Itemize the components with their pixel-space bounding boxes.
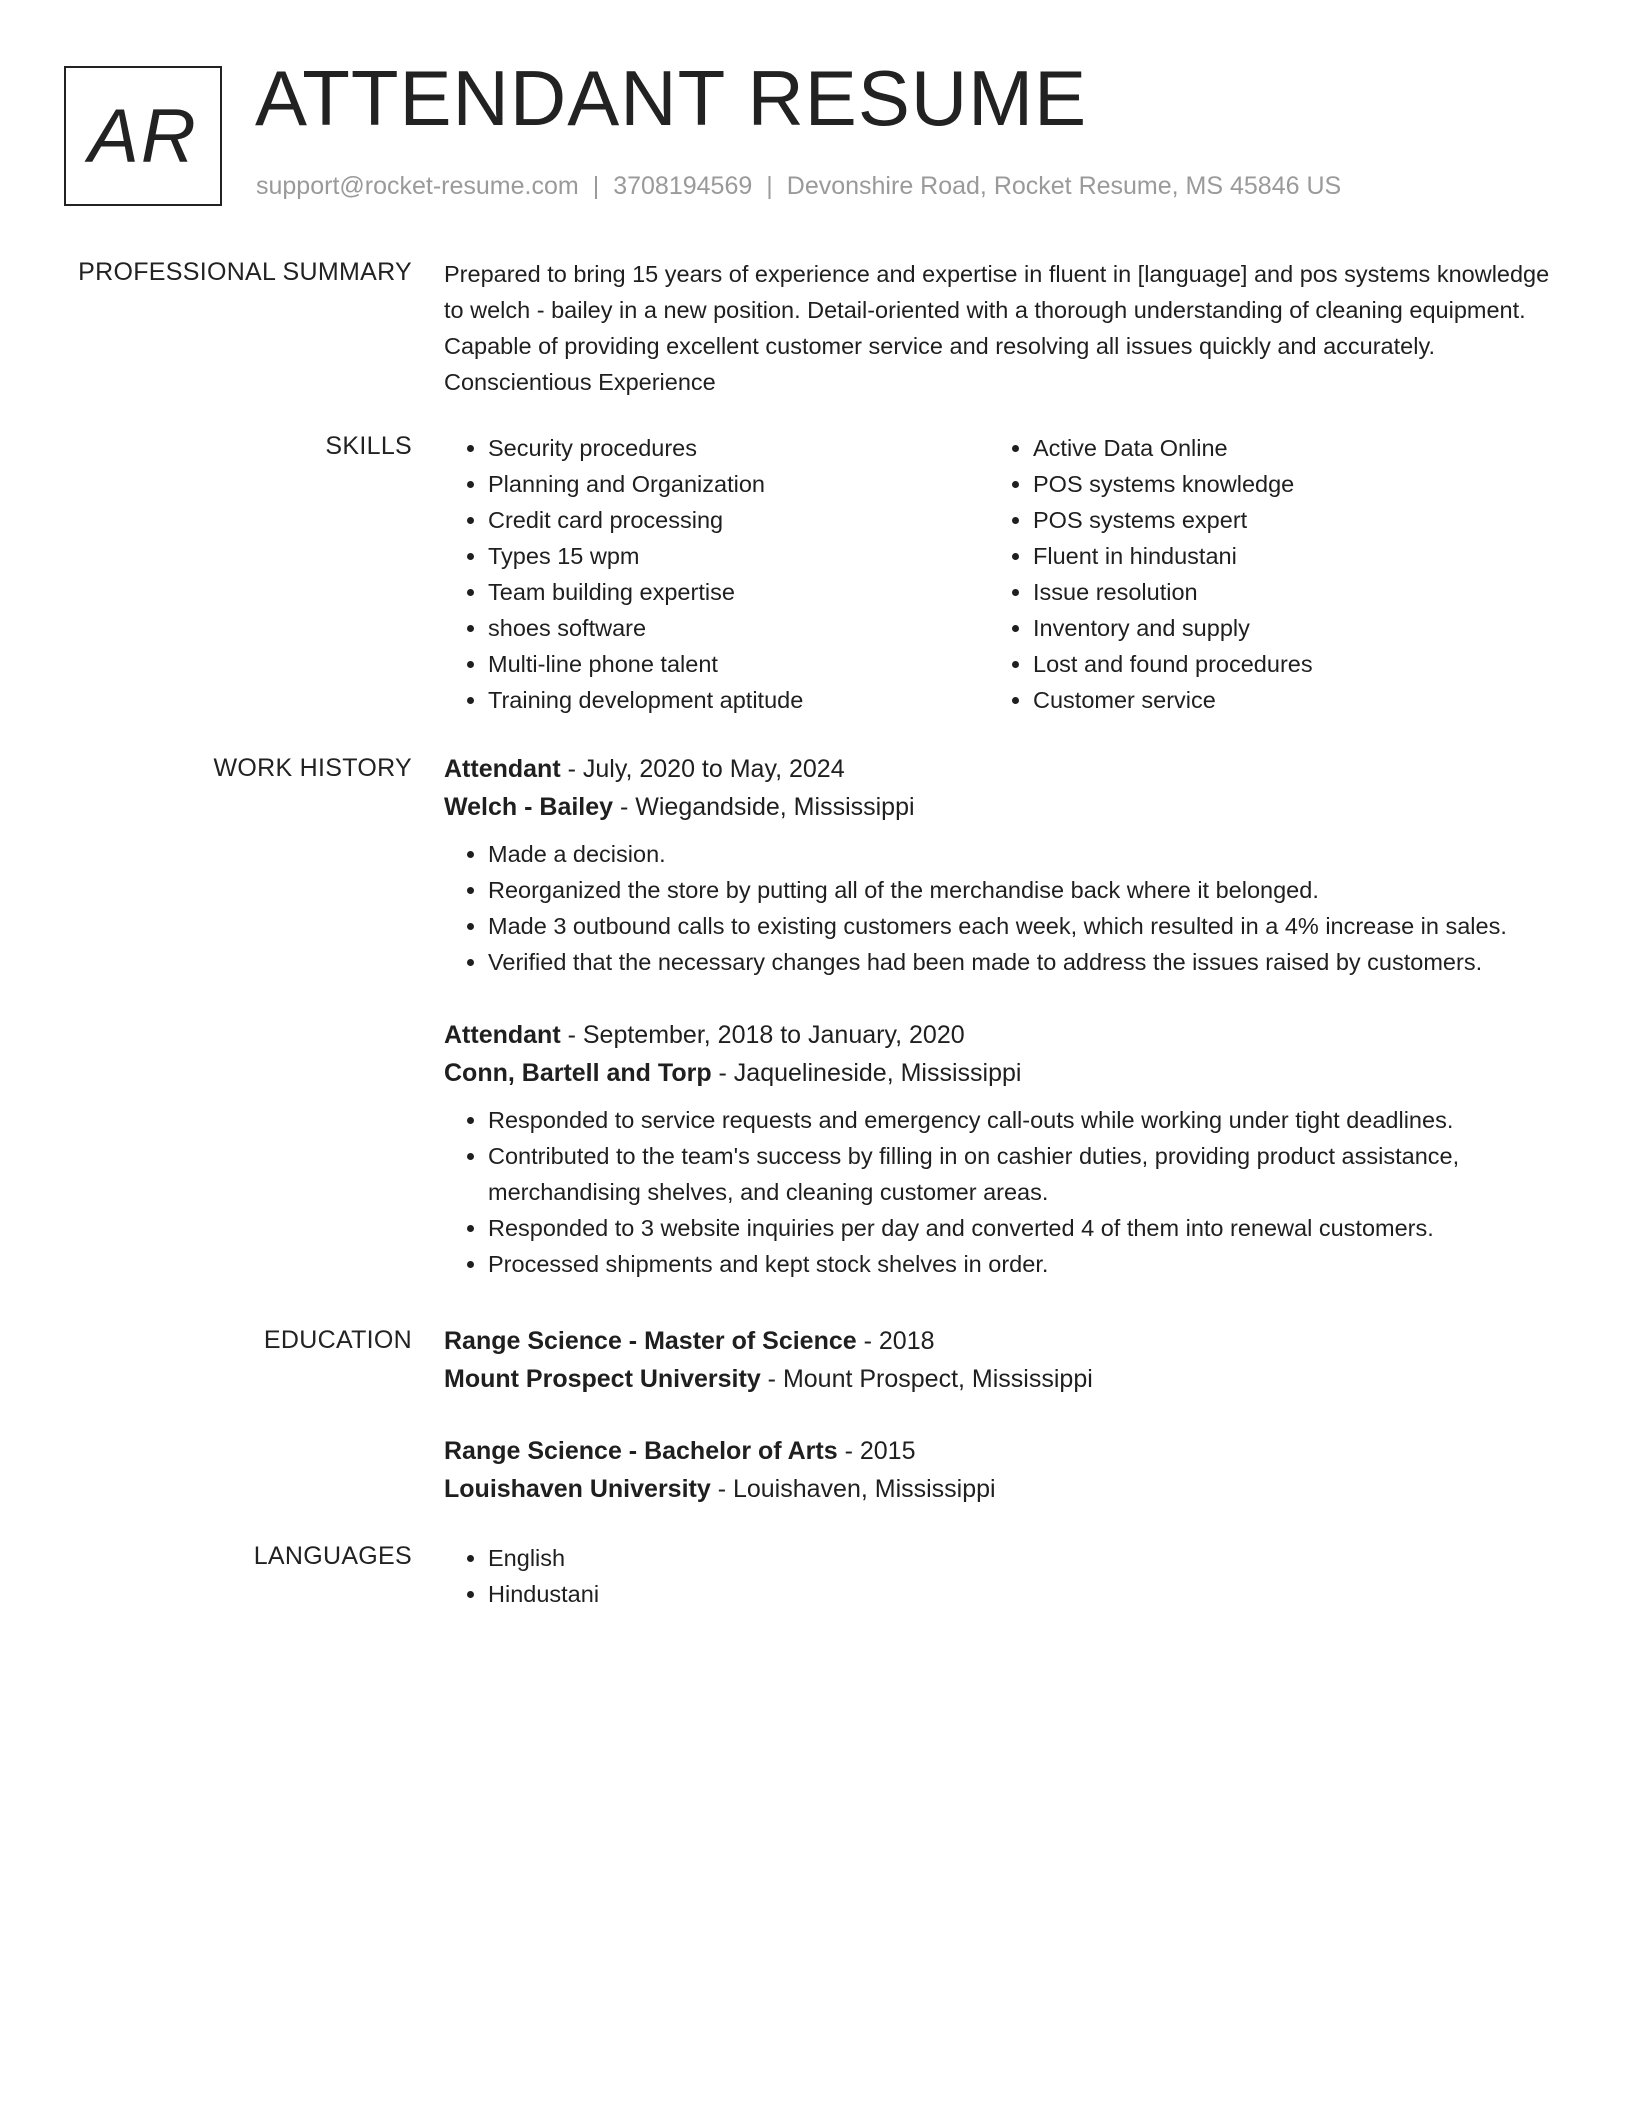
- skill-item: • shoes software: [488, 610, 989, 646]
- job-location: - Jaquelineside, Mississippi: [711, 1059, 1022, 1087]
- job-bullet: • Reorganized the store by putting all of the merchandise back where it belonged.: [488, 872, 1564, 908]
- education-school: Mount Prospect University: [444, 1365, 761, 1393]
- skill-item: • Multi-line phone talent: [488, 646, 989, 682]
- languages-list: [444, 1540, 1564, 1612]
- job-title: Attendant: [444, 1021, 561, 1049]
- skill-item: • Credit card processing: [488, 502, 989, 538]
- job-bullet: • Responded to service requests and emergency call-outs while working under tight deadlines.: [488, 1102, 1564, 1138]
- language-item: • English: [488, 1540, 1564, 1576]
- skill-item: • Team building expertise: [488, 574, 989, 610]
- work-history-body: [444, 750, 1564, 980]
- job-title-line: [444, 750, 1564, 788]
- education-school-line: [444, 1360, 1564, 1398]
- contact-address: Devonshire Road, Rocket Resume, MS 45846 US: [786, 172, 1342, 200]
- job-bullet: • Made a decision.: [488, 836, 1564, 872]
- education-school-line: [444, 1470, 1564, 1508]
- education-year: - 2015: [837, 1437, 916, 1465]
- skill-item: • Fluent in hindustani: [1033, 538, 1534, 574]
- education-school: Louishaven University: [444, 1475, 711, 1503]
- job-bullet: • Made 3 outbound calls to existing customers each week, which resulted in a 4% increase in sales.: [488, 908, 1564, 944]
- education-body-2: [444, 1432, 1564, 1508]
- contact-line: [256, 172, 1341, 201]
- job-dates: - September, 2018 to January, 2020: [560, 1021, 965, 1049]
- job-company: Welch - Bailey: [444, 793, 614, 821]
- skills-column-right: [989, 430, 1534, 718]
- work-history-body-2: [444, 1016, 1564, 1282]
- skill-item: • Training development aptitude: [488, 682, 989, 718]
- job-location: - Wiegandside, Mississippi: [613, 793, 915, 821]
- section-label-work-history: WORK HISTORY: [213, 754, 412, 782]
- language-item: • Hindustani: [488, 1576, 1564, 1612]
- job-company-line: [444, 1054, 1564, 1092]
- skills-body: [444, 430, 1564, 718]
- job-bullet: • Verified that the necessary changes had been made to address the issues raised by customers.: [488, 944, 1564, 980]
- skill-item: • Issue resolution: [1033, 574, 1534, 610]
- education-body: [444, 1322, 1564, 1398]
- contact-phone: 3708194569: [613, 172, 753, 200]
- section-label-summary: PROFESSIONAL SUMMARY: [78, 258, 412, 286]
- job-bullet-list: [444, 836, 1564, 980]
- job-title-line: [444, 1016, 1564, 1054]
- skill-item: • Inventory and supply: [1033, 610, 1534, 646]
- job-company: Conn, Bartell and Torp: [444, 1059, 712, 1087]
- skill-item: • POS systems knowledge: [1033, 466, 1534, 502]
- job-bullet-list: [444, 1102, 1564, 1282]
- contact-email: support@rocket-resume.com: [256, 172, 579, 200]
- education-degree-line: [444, 1432, 1564, 1470]
- skills-column-left: [444, 430, 989, 718]
- education-location: - Mount Prospect, Mississippi: [760, 1365, 1093, 1393]
- skill-item: • Lost and found procedures: [1033, 646, 1534, 682]
- education-degree: Range Science - Master of Science: [444, 1327, 857, 1355]
- education-year: - 2018: [856, 1327, 935, 1355]
- skill-item: • Planning and Organization: [488, 466, 989, 502]
- education-degree: Range Science - Bachelor of Arts: [444, 1437, 838, 1465]
- job-entry: [444, 750, 1564, 980]
- job-entry: [444, 1016, 1564, 1282]
- skill-item: • Types 15 wpm: [488, 538, 989, 574]
- section-label-languages: LANGUAGES: [253, 1542, 412, 1570]
- skills-list-left: [444, 430, 989, 718]
- resume-title: ATTENDANT RESUME: [255, 54, 1088, 142]
- skill-item: • Active Data Online: [1033, 430, 1534, 466]
- languages-body: [444, 1540, 1564, 1612]
- job-bullet: • Responded to 3 website inquiries per day and converted 4 of them into renewal customers.: [488, 1210, 1564, 1246]
- skills-grid: [444, 430, 1564, 718]
- skill-item: • POS systems expert: [1033, 502, 1534, 538]
- skill-item: • Security procedures: [488, 430, 989, 466]
- job-company-line: [444, 788, 1564, 826]
- contact-separator: |: [592, 172, 600, 200]
- section-label-skills: SKILLS: [325, 432, 412, 460]
- skill-item: • Customer service: [1033, 682, 1534, 718]
- monogram: AR: [64, 66, 222, 206]
- job-title: Attendant: [444, 755, 561, 783]
- summary-text: Prepared to bring 15 years of experience and expertise in fluent in [language] and pos systems knowledge to welch - bailey in a new position. Detail-oriented with a thorough understanding of cleaning equipment. Capable of providing excellent customer service and resolving all issues quickly and accurately. Conscientious Experience: [444, 261, 1550, 395]
- section-label-education: EDUCATION: [263, 1326, 412, 1354]
- contact-separator: |: [766, 172, 773, 200]
- job-bullet: • Processed shipments and kept stock shelves in order.: [488, 1246, 1564, 1282]
- skills-list-right: [989, 430, 1534, 718]
- education-degree-line: [444, 1322, 1564, 1360]
- job-bullet: • Contributed to the team's success by filling in on cashier duties, providing product assistance, merchandising shelves, and cleaning customer areas.: [488, 1138, 1564, 1210]
- education-location: - Louishaven, Mississippi: [710, 1475, 996, 1503]
- job-dates: - July, 2020 to May, 2024: [560, 755, 845, 783]
